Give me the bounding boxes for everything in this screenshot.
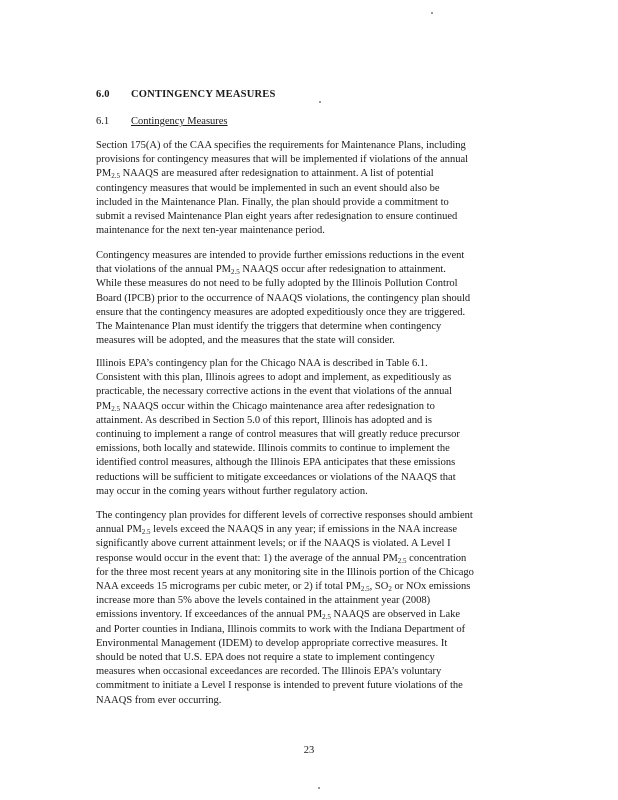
text-line: measures will be adopted, and the measures that the state will consider. <box>96 335 395 347</box>
subscript: 2.5 <box>397 556 407 565</box>
text-line: NAA exceeds 15 micrograms per cubic meter, or 2) if total $PM_{2.5}$, $SO_2$ or NOx emissions <box>96 581 471 594</box>
text-line: response would occur in the event that: 1) the average of the annual $PM_{2.5}$ concentration <box>96 552 467 565</box>
paragraph-illinois-plan <box>96 357 528 499</box>
text-line: NAAQS from ever occurring. <box>96 694 222 706</box>
text-line: $PM_{2.5}$ NAAQS occur within the Chicago maintenance area after redesignation to <box>96 400 435 413</box>
text-line: identified control measures, although the Illinois EPA anticipates that these emissions <box>96 457 456 469</box>
subscript: 2.5 <box>322 613 331 622</box>
subscript: 2.5 <box>360 585 370 594</box>
text-line: Illinois EPA’s contingency plan for the Chicago NAA is described in Table 6.1. <box>96 358 428 369</box>
scan-speck <box>319 101 321 103</box>
text-line: Contingency measures are intended to provide further emissions reductions in the event <box>96 250 465 261</box>
text-line: contingency measures that would be implemented in such an event should also be <box>96 182 440 194</box>
subsection-number: 6.1 <box>96 116 110 127</box>
text-line: and Porter counties in Indiana, Illinois commits to work with the Indiana Department of <box>96 623 466 635</box>
scan-speck <box>318 787 320 789</box>
text-line: may occur in the coming years without further regulatory action. <box>96 485 368 497</box>
paragraph-contingency-purpose <box>96 249 528 348</box>
subsection-title: Contingency Measures <box>131 116 228 127</box>
text-line: continuing to implement a range of control measures that will greatly reduce precursor <box>96 429 460 441</box>
text-line: for the three most recent years at any monitoring site in the Illinois portion of the Chicago <box>96 566 474 578</box>
text-line: emissions inventory. If exceedances of the annual $PM_{2.5}$ NAAQS are observed in Lake <box>96 609 461 622</box>
text-line: significantly above current attainment levels; or if the NAAQS is violated. A Level I <box>96 538 451 550</box>
paragraph-requirements <box>96 139 528 238</box>
text-line: Board (IPCB) prior to the occurrence of NAAQS violations, the contingency plan should <box>96 292 471 304</box>
text-line: annual $PM_{2.5}$ levels exceed the NAAQS in any year; if emissions in the NAA increase <box>96 524 458 537</box>
subscript: 2.5 <box>231 268 240 277</box>
section-heading <box>96 89 276 100</box>
text-line: Section 175(A) of the CAA specifies the requirements for Maintenance Plans, including <box>96 140 466 151</box>
text-line: practicable, the necessary corrective actions in the event that violations of the annual <box>96 386 452 398</box>
text-line: ensure that the contingency measures are adopted expeditiously once they are triggered. <box>96 306 466 318</box>
text-line: commitment to initiate a Level I response is intended to prevent future violations of the <box>96 680 463 692</box>
scan-speck <box>431 12 433 14</box>
text-line: submit a revised Maintenance Plan eight years after redesignation to ensure continued <box>96 211 458 223</box>
text-line: While these measures do not need to be fully adopted by the Illinois Pollution Control <box>96 278 458 290</box>
text-line: $PM_{2.5}$ NAAQS are measured after redesignation to attainment. A list of potential <box>96 168 434 181</box>
text-line: provisions for contingency measures that will be implemented if violations of the annual <box>96 154 469 166</box>
text-line: measures when occasional exceedances are recorded. The Illinois EPA’s voluntary <box>96 666 442 678</box>
text-line: The Maintenance Plan must identify the triggers that determine when contingency <box>96 321 442 333</box>
text-line: reductions will be sufficient to mitigate exceedances or violations of the NAAQS that <box>96 471 456 483</box>
text-line: Consistent with this plan, Illinois agrees to adopt and implement, as expeditiously as <box>96 372 452 384</box>
paragraph-corrective-responses <box>96 509 528 708</box>
text-line: attainment. As described in Section 5.0 of this report, Illinois has adopted and is <box>96 414 432 426</box>
text-line: that violations of the annual $PM_{2.5}$ NAAQS occur after redesignation to attainment. <box>96 264 446 277</box>
subscript: 2.5 <box>111 172 120 181</box>
text-line: maintenance for the next ten-year maintenance period. <box>96 225 325 237</box>
subscript: 2.5 <box>111 404 120 413</box>
subsection-heading <box>96 116 228 127</box>
section-title: CONTINGENCY MEASURES <box>131 89 276 100</box>
text-line: The contingency plan provides for different levels of corrective responses should ambient <box>96 510 473 521</box>
text-line: Environmental Management (IDEM) to develop appropriate corrective measures. It <box>96 637 448 649</box>
section-number: 6.0 <box>96 89 110 100</box>
text-line: included in the Maintenance Plan. Finally, the plan should provide a commitment to <box>96 196 449 208</box>
subscript: 2 <box>388 585 392 594</box>
page-number: 23 <box>303 745 315 756</box>
text-line: increase more than 5% above the levels contained in the attainment year (2008) <box>96 595 431 607</box>
subscript: 2.5 <box>141 528 151 537</box>
text-line: should be noted that U.S. EPA does not require a state to implement contingency <box>96 652 435 664</box>
text-line: emissions, both locally and statewide. Illinois commits to continue to implement the <box>96 443 450 455</box>
